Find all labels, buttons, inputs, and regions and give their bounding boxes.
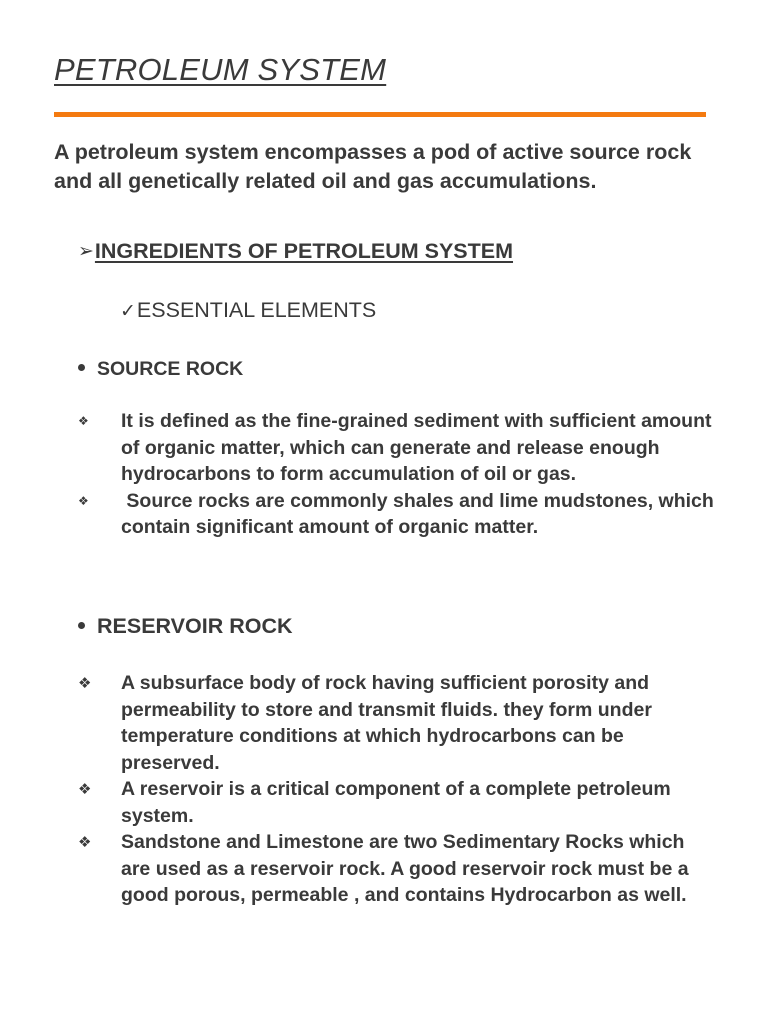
reservoir-rock-list: [78, 670, 718, 909]
ingredients-heading: [78, 239, 513, 264]
diamond-bullet-icon: ❖: [78, 780, 92, 798]
diamond-bullet-icon: ❖: [78, 414, 89, 428]
source-rock-heading-label: SOURCE ROCK: [97, 358, 244, 380]
checkmark-icon: ✓: [120, 300, 136, 322]
list-item: [78, 670, 718, 776]
intro-paragraph: A petroleum system encompasses a pod of active source rock and all genetically related oil and gas accumulations.: [54, 140, 692, 193]
ingredients-heading-label: INGREDIENTS OF PETROLEUM SYSTEM: [94, 239, 514, 263]
list-item-text: Sandstone and Limestone are two Sedimentary Rocks which are used as a reservoir rock. A good reservoir rock must be a good porous, permeable , and contains Hydrocarbon as well.: [121, 831, 689, 906]
list-item: [78, 408, 718, 488]
essential-elements-label: ESSENTIAL ELEMENTS: [136, 298, 377, 322]
essential-elements-heading: [120, 298, 376, 323]
reservoir-rock-heading-label: RESERVOIR ROCK: [97, 614, 293, 638]
list-item: [78, 776, 718, 829]
list-item-text: It is defined as the fine-grained sediment with sufficient amount of organic matter, which can generate and release enough hydrocarbons to form accumulation of oil or gas.: [121, 410, 712, 485]
round-bullet-icon: [78, 622, 85, 629]
diamond-bullet-icon: ❖: [78, 833, 92, 851]
list-item: [78, 829, 718, 909]
title-divider: [54, 112, 706, 117]
list-item: [78, 488, 718, 541]
round-bullet-icon: [78, 364, 85, 371]
page-title: PETROLEUM SYSTEM: [54, 52, 387, 87]
reservoir-rock-heading: [78, 614, 293, 639]
source-rock-list: [78, 408, 718, 541]
diamond-bullet-icon: ❖: [78, 493, 89, 508]
diamond-bullet-icon: ❖: [78, 674, 92, 692]
list-item-text: Source rocks are commonly shales and lime mudstones, which contain significant amount of organic matter.: [121, 489, 720, 538]
arrow-bullet-icon: ➢: [78, 241, 94, 262]
list-item-text: A subsurface body of rock having sufficient porosity and permeability to store and transmit fluids. they form under temperature conditions at which hydrocarbons can be preserved.: [121, 672, 652, 774]
source-rock-heading: [78, 358, 243, 381]
list-item-text: A reservoir is a critical component of a complete petroleum system.: [121, 778, 671, 827]
